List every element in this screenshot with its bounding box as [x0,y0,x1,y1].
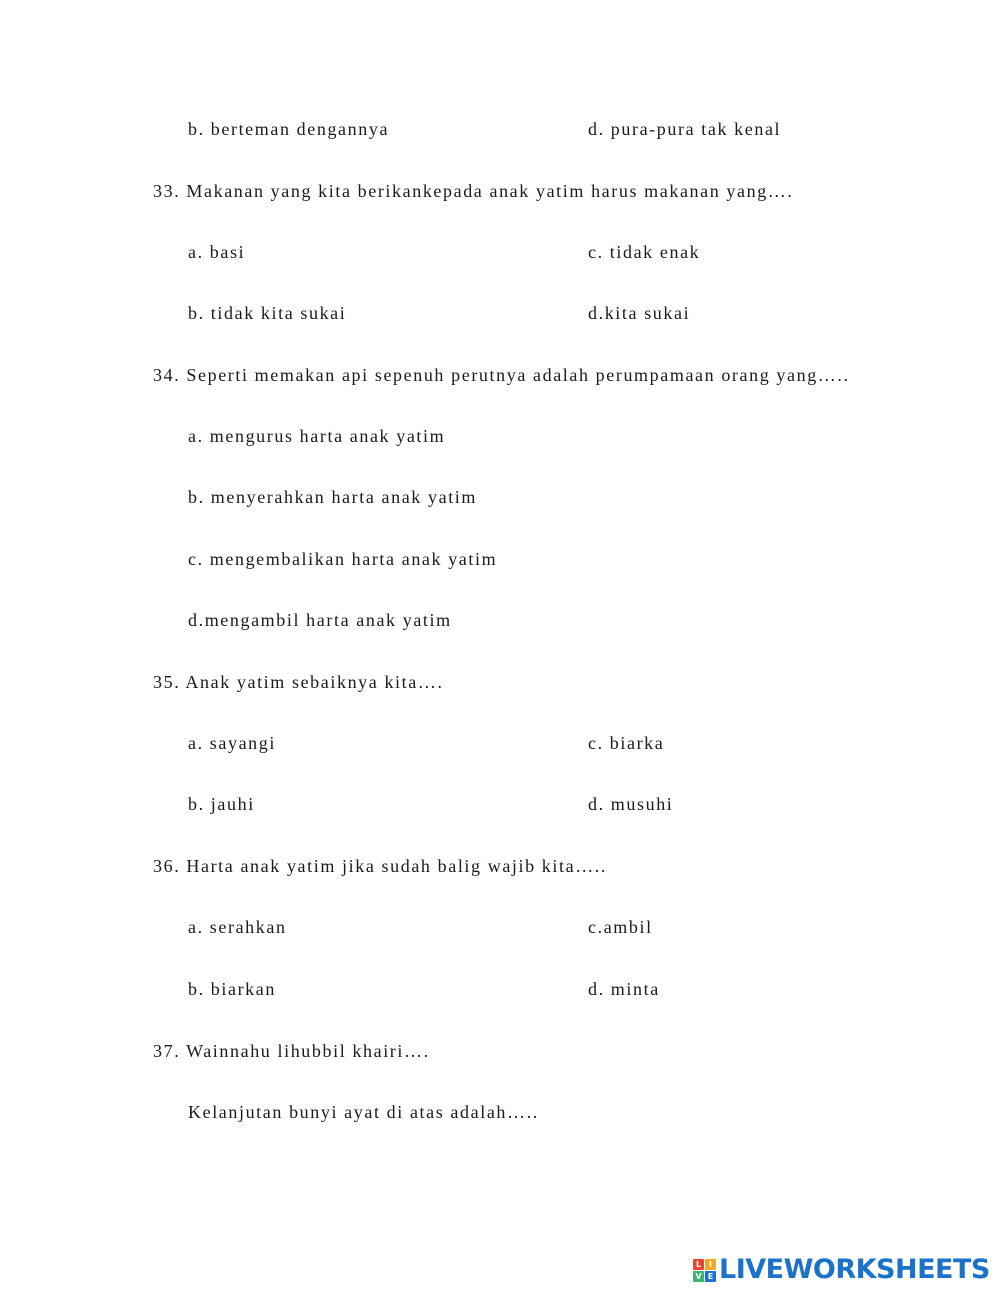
logo-mark-i: I [705,1259,716,1270]
option-36-a: a. serahkan [188,917,287,937]
question-35: 35. Anak yatim sebaiknya kita…. [153,672,444,692]
logo-mark-v: V [693,1271,704,1282]
option-36-c: c.ambil [588,917,653,937]
option-34-b: b. menyerahkan harta anak yatim [188,487,477,507]
option-34-a: a. mengurus harta anak yatim [188,426,446,446]
option-33-c: c. tidak enak [588,242,701,262]
option-34-d: d.mengambil harta anak yatim [188,610,452,630]
option-35-a: a. sayangi [188,733,276,753]
question-33: 33. Makanan yang kita berikankepada anak yatim harus makanan yang…. [153,181,794,201]
logo-mark-e: E [705,1271,716,1282]
question-37: 37. Wainnahu lihubbil khairi…. [153,1041,430,1061]
liveworksheets-logo[interactable] [693,1254,990,1286]
option-33-a: a. basi [188,242,246,262]
option-36-b: b. biarkan [188,979,276,999]
option-36-d: d. minta [588,979,660,999]
option-33-b: b. tidak kita sukai [188,303,347,323]
logo-mark-icon [693,1259,716,1282]
option-35-c: c. biarka [588,733,665,753]
option-b-prev: b. berteman dengannya [188,119,390,139]
option-33-d: d.kita sukai [588,303,691,323]
option-35-b: b. jauhi [188,794,255,814]
question-36: 36. Harta anak yatim jika sudah balig wajib kita….. [153,856,608,876]
logo-mark-l: L [693,1259,704,1270]
question-37-prompt: Kelanjutan bunyi ayat di atas adalah….. [188,1102,539,1122]
question-34: 34. Seperti memakan api sepenuh perutnya adalah perumpamaan orang yang….. [153,365,850,385]
option-d-prev: d. pura-pura tak kenal [588,119,782,139]
logo-text: LIVEWORKSHEETS [719,1254,990,1285]
option-34-c: c. mengembalikan harta anak yatim [188,549,498,569]
option-35-d: d. musuhi [588,794,674,814]
